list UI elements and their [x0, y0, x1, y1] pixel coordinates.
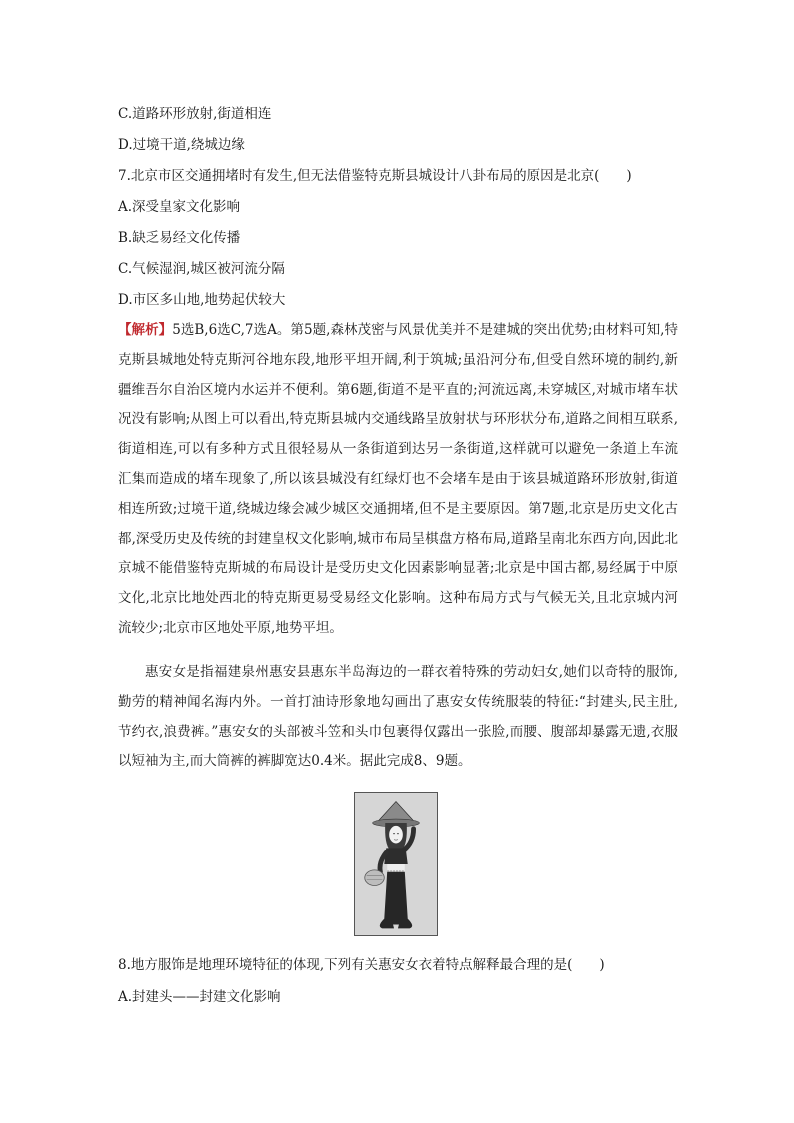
- question-7-option-a: A.深受皇家文化影响: [118, 199, 241, 215]
- question-7-stem: 7.北京市区交通拥堵时有发生,但无法借鉴特克斯县城设计八卦布局的原因是北京( ): [118, 168, 632, 184]
- option-d-prev: D.过境干道,绕城边缘: [118, 137, 245, 153]
- passage-huian-women: 惠安女是指福建泉州惠安县惠东半岛海边的一群衣着特殊的劳动妇女,她们以奇特的服饰,勤劳的精神闻名海内外。一首打油诗形象地勾画出了惠安女传统服装的特征:“封建头,民主肚,节约衣,浪费裤。”惠安女的头部被斗笠和头巾包裹得仅露出一张脸,而腰、腹部却暴露无遗,衣服以短袖为主,而大筒裤的裤脚宽达0.4米。据此完成8、9题。: [118, 664, 678, 770]
- question-7-option-b: B.缺乏易经文化传播: [118, 230, 241, 246]
- question-8-option-a: A.封建头——封建文化影响: [118, 989, 281, 1005]
- option-c-prev: C.道路环形放射,街道相连: [118, 106, 272, 122]
- question-7-option-d: D.市区多山地,地势起伏较大: [118, 292, 286, 308]
- huian-woman-figure: [354, 792, 438, 936]
- question-8-stem: 8.地方服饰是地理环境特征的体现,下列有关惠安女衣着特点解释最合理的是( ): [118, 957, 605, 973]
- analysis-tag: 【解析】: [118, 322, 173, 338]
- analysis-block: [118, 316, 678, 644]
- analysis-text: 5选B,6选C,7选A。第5题,森林茂密与风景优美并不是建城的突出优势;由材料可知,特克斯县城地处特克斯河谷地东段,地形平坦开阔,利于筑城;虽沿河分布,但受自然环境的制约,新疆维吾尔自治区境内水运并不便利。第6题,街道不是平直的;河流远离,未穿城区,对城市堵车状况没有影响;从图上可以看出,特克斯县城内交通线路呈放射状与环形状分布,道路之间相互联系,街道相连,可以有多种方式且很轻易从一条街道到达另一条街道,这样就可以避免一条道上车流汇集而造成的堵车现象了,所以该县城没有红绿灯也不会堵车是由于该县城道路环形放射,街道相连所致;过境干道,绕城边缘会减少城区交通拥堵,但不是主要原因。第7题,北京是历史文化古都,深受历史及传统的封建皇权文化影响,城市布局呈棋盘方格布局,道路呈南北东西方向,因此北京城不能借鉴特克斯城的布局设计是受历史文化因素影响显著;北京是中国古都,易经属于中原文化,北京比地处西北的特克斯更易受易经文化影响。这种布局方式与气候无关,且北京城内河流较少;北京市区地处平原,地势平坦。: [118, 322, 678, 636]
- question-7-option-c: C.气候湿润,城区被河流分隔: [118, 261, 285, 277]
